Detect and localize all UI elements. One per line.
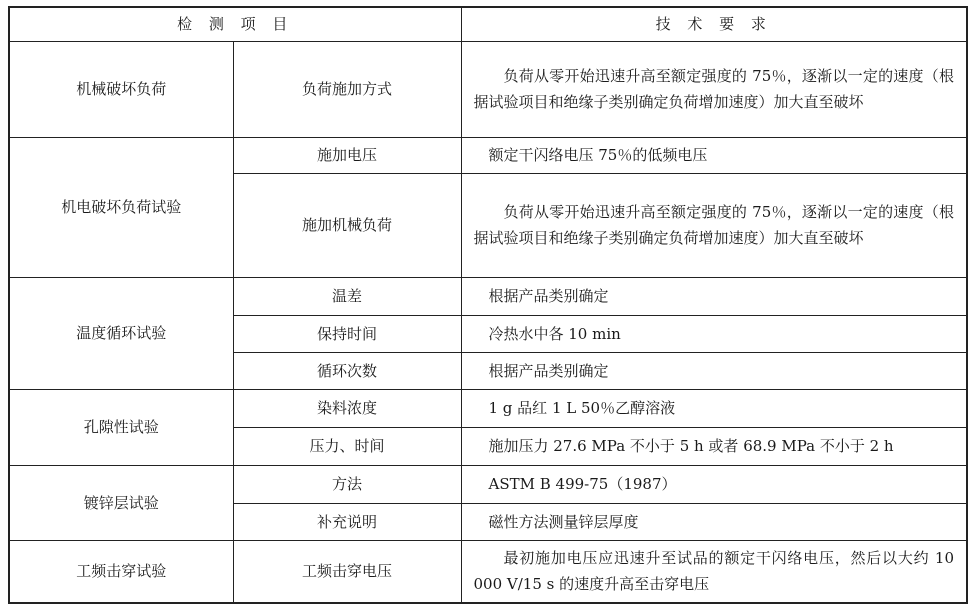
requirement-cell (461, 352, 967, 389)
test-group-name: 工频击穿试验 (9, 540, 233, 603)
requirement-cell (461, 540, 967, 603)
test-subitem: 施加电压 (233, 137, 461, 173)
requirement-text: 1 g 品红 1 L 50％乙醇溶液 (488, 399, 676, 417)
requirement-cell (461, 173, 967, 277)
table-row (9, 465, 967, 503)
test-group-name: 孔隙性试验 (9, 389, 233, 465)
header-test-item: 检 测 项 目 (9, 7, 461, 41)
test-subitem: 方法 (233, 465, 461, 503)
requirement-text: 额定干闪络电压 75％的低频电压 (488, 146, 708, 164)
requirement-text: 冷热水中各 10 min (488, 324, 621, 343)
test-group-name: 温度循环试验 (9, 277, 233, 389)
test-subitem: 压力、时间 (233, 427, 461, 465)
test-subitem: 温差 (233, 277, 461, 315)
header-row (9, 7, 967, 41)
requirement-text: 负荷从零开始迅速升高至额定强度的 75％，逐渐以一定的速度（根据试验项目和绝缘子类别确定负荷增加速度）加大直至破坏 (473, 203, 954, 247)
requirement-text: 根据产品类别确定 (488, 361, 609, 380)
requirement-cell (461, 315, 967, 352)
test-group-name: 机械破坏负荷 (9, 41, 233, 137)
spec-table-page (8, 6, 966, 602)
requirement-cell (461, 427, 967, 465)
requirement-cell (461, 137, 967, 173)
table-row (9, 540, 967, 603)
requirement-text: 磁性方法测量锌层厚度 (488, 512, 639, 531)
requirement-cell (461, 41, 967, 137)
test-subitem: 保持时间 (233, 315, 461, 352)
test-requirements-table (8, 6, 968, 604)
table-row (9, 137, 967, 173)
table-row (9, 389, 967, 427)
requirement-cell (461, 503, 967, 540)
requirement-cell (461, 277, 967, 315)
requirement-cell (461, 465, 967, 503)
test-group-name: 镀锌层试验 (9, 465, 233, 540)
test-subitem: 负荷施加方式 (233, 41, 461, 137)
requirement-text: 负荷从零开始迅速升高至额定强度的 75％，逐渐以一定的速度（根据试验项目和绝缘子类别确定负荷增加速度）加大直至破坏 (473, 67, 954, 111)
test-subitem: 补充说明 (233, 503, 461, 540)
test-subitem: 循环次数 (233, 352, 461, 389)
table-row (9, 41, 967, 137)
requirement-text: ASTM B 499-75（1987） (488, 475, 677, 493)
test-subitem: 施加机械负荷 (233, 173, 461, 277)
test-subitem: 工频击穿电压 (233, 540, 461, 603)
header-technical-requirement: 技 术 要 求 (461, 7, 967, 41)
requirement-cell (461, 389, 967, 427)
test-subitem: 染料浓度 (233, 389, 461, 427)
table-row (9, 277, 967, 315)
requirement-text: 根据产品类别确定 (488, 287, 609, 305)
requirement-text: 施加压力 27.6 MPa 不小于 5 h 或者 68.9 MPa 不小于 2 h (488, 437, 894, 455)
requirement-text: 最初施加电压应迅速升至试品的额定干闪络电压，然后以大约 10 000 V/15 s 的速度升高至击穿电压 (473, 549, 954, 594)
test-group-name: 机电破坏负荷试验 (9, 137, 233, 277)
